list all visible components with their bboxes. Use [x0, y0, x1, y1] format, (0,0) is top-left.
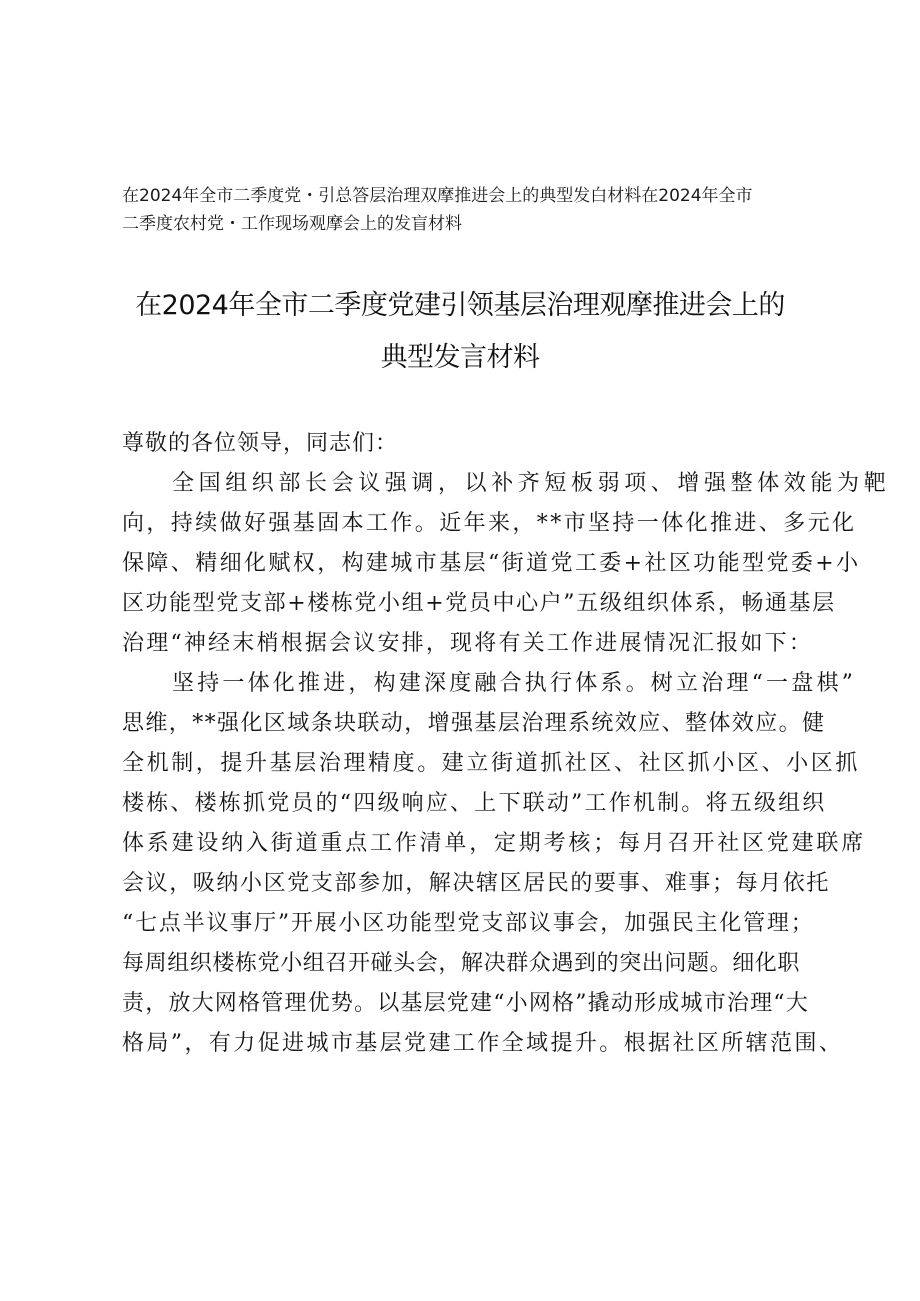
- document-title: [0, 280, 920, 384]
- paragraph-2: [122, 664, 867, 1064]
- header-line-1: 在2024年全市二季度党・引总答层治理双摩推进会上的典型发白材料在2024年全市: [122, 186, 753, 206]
- paragraph-line: 每周组织楼栋党小组召开碰头会，解决群众遇到的突出问题。细化职: [122, 951, 801, 976]
- file-title-header: [122, 182, 822, 238]
- document-body: [122, 424, 891, 1064]
- paragraph-line: 区功能型党支部+楼栋党小组+党员中心户”五级组织体系，畅通基层: [122, 591, 836, 616]
- paragraph-line: 体系建设纳入街道重点工作清单，定期考核；每月召开社区党建联席: [122, 831, 867, 856]
- paragraph-line: 楼栋、楼栋抓党员的“四级响应、上下联动”工作机制。将五级组织: [122, 791, 827, 816]
- paragraph-line: 保障、精细化赋权，构建城市基层“街道党工委+社区功能型党委+小: [122, 551, 861, 576]
- paragraph-line: 责，放大网格管理优势。以基层党建“小网格”撬动形成城市治理“大: [122, 991, 809, 1016]
- paragraph-line: 思维，**强化区域条块联动，增强基层治理系统效应、整体效应。健: [122, 711, 826, 736]
- paragraph-line: 全国组织部长会议强调，以补齐短板弱项、增强整体效能为靶: [172, 471, 891, 496]
- paragraph-line: 格局”，有力促进城市基层党建工作全域提升。根据社区所辖范围、: [122, 1031, 844, 1056]
- title-line-2: 典型发言材料: [380, 342, 540, 373]
- header-line-2: 二季度农村党・工作现场观摩会上的发盲材料: [122, 214, 462, 234]
- paragraph-line: 向，持续做好强基固本工作。近年来，**市坚持一体化推进、多元化: [122, 511, 857, 536]
- paragraph-line: 坚持一体化推进，构建深度融合执行体系。树立治理“一盘棋”: [172, 671, 857, 696]
- paragraph-line: “七点半议事厅”开展小区功能型党支部议事会，加强民主化管理；: [122, 911, 815, 936]
- salutation: 尊敬的各位领导，同志们：: [122, 431, 399, 456]
- paragraph-line: 会议，吸纳小区党支部参加，解决辖区居民的要事、难事；每月依托: [122, 871, 831, 896]
- paragraph-line: 全机制，提升基层治理精度。建立街道抓社区、社区抓小区、小区抓: [122, 751, 861, 776]
- title-line-1: 在2024年全市二季度党建引领基层治理观摩推进会上的: [135, 290, 785, 321]
- paragraph-line: 治理“神经末梢根据会议安排，现将有关工作进展情况汇报如下：: [122, 631, 814, 656]
- paragraph-1: [122, 464, 891, 664]
